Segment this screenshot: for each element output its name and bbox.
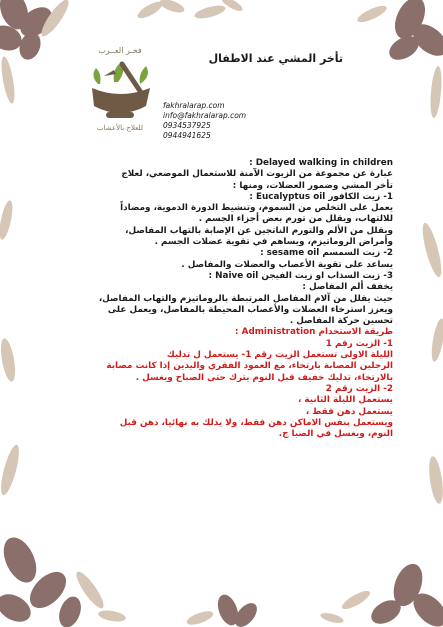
body-line: النوم، ويغسل في الصبا ح. xyxy=(278,429,393,440)
leaf-icon xyxy=(158,0,186,15)
body-line: يخفف ألم المفاصل : xyxy=(302,282,393,293)
logo-top-text: فخـر العــرب xyxy=(98,46,142,55)
leaf-icon xyxy=(419,221,443,278)
body-line: يعمل على التخلص من السموم، وتنشيط الدورة الدموية، ومضاداً xyxy=(120,203,393,214)
body-line: حيث يقلل من آلام المفاصل المرتبطة بالروماتيزم والتهاب المفاصل، xyxy=(98,293,393,304)
contact-info xyxy=(163,101,246,141)
body-line: 3- زيت السذاب او زيت الفيجن Naive oil : xyxy=(208,270,393,281)
phone-2: 0944941625 xyxy=(163,131,211,140)
body-line: يستعمل دهن فقط ، xyxy=(305,406,393,417)
leaf-icon xyxy=(355,3,388,26)
body-line: ويستعمل بنفس الاماكن دهن فقط، ولا يدلك به نهائيا، دهن قبل xyxy=(119,417,393,428)
page-title: تأخر المشي عند الاطفال xyxy=(208,52,343,65)
body-line: 1- زيت الكافور Eucalyptus oil : xyxy=(249,191,393,202)
leaf-icon xyxy=(340,588,373,613)
website-link[interactable]: fakhralarap.com xyxy=(163,101,225,110)
article-body xyxy=(40,158,393,440)
flower-icon xyxy=(367,560,443,627)
body-line: وأمراض الروماتيزم، ويساهم في تقوية عضلات الجسم . xyxy=(154,237,393,248)
logo xyxy=(70,46,170,136)
body-line: 2- الزيت رقم 2 xyxy=(325,383,393,394)
leaf-icon xyxy=(0,199,15,240)
mortar-icon xyxy=(70,54,170,134)
leaf-icon xyxy=(0,55,17,104)
leaf-icon xyxy=(429,66,443,119)
leaf-icon xyxy=(0,443,23,496)
body-line: ويقلل من الألم والتورم الناتجين عن الإصابة بالتهاب المفاصل، xyxy=(125,225,393,236)
body-line: الرجلين المصابة بارتخاء، مع العمود الفقري واليدين إذا كانت مصابة xyxy=(106,361,393,372)
email-link[interactable]: info@fakhralarap.com xyxy=(163,111,247,120)
body-line: يساعد على تقوية الأعصاب والعضلات والمفاصل . xyxy=(181,259,393,270)
flower-icon xyxy=(0,532,85,627)
leaf-icon xyxy=(185,609,215,627)
leaf-icon xyxy=(0,337,18,382)
leaf-icon xyxy=(193,3,226,21)
body-line: للالتهاب، ويقلل من تورم بعض أجزاء الجسم . xyxy=(198,214,393,225)
flower-icon xyxy=(385,0,443,65)
leaf-icon xyxy=(429,317,443,362)
leaf-icon xyxy=(319,611,344,625)
body-line: 1- الزيت رقم 1 xyxy=(325,338,393,349)
body-line: ويعزز استرخاء العضلات والأعصاب المحيطة بالمفاصل، ويعمل على xyxy=(107,304,393,315)
body-line: طريقة الاستخدام Administration : xyxy=(235,327,393,338)
leaf-icon xyxy=(427,455,443,504)
body-line: 2- زيت السمسم sesame oil : xyxy=(260,248,393,259)
leaf-icon xyxy=(97,609,126,624)
body-line: الليلة الاولى تستعمل الزيت رقم 1- يستعمل ل تدليك xyxy=(166,350,393,361)
body-line: يستعمل الليلة الثانية ، xyxy=(298,395,393,406)
body-line: تأخر المشي وضمور العضلات، ومنها : xyxy=(232,180,393,191)
body-line: عبارة عن مجموعة من الزيوت الآمنة للاستعمال الموضعي، لعلاج xyxy=(121,169,393,180)
flower-icon xyxy=(214,592,261,627)
body-line: بالارتخاء، تدليك خفيف قبل النوم يترك حتى الصباح ويغسل . xyxy=(135,372,393,383)
logo-bottom-text: للعلاج بالأعشاب xyxy=(97,124,143,132)
body-line: تحسين حركة المفاصل . xyxy=(289,316,393,327)
body-line: Delayed walking in children : xyxy=(249,158,393,168)
phone-1: 0934537925 xyxy=(163,121,211,130)
